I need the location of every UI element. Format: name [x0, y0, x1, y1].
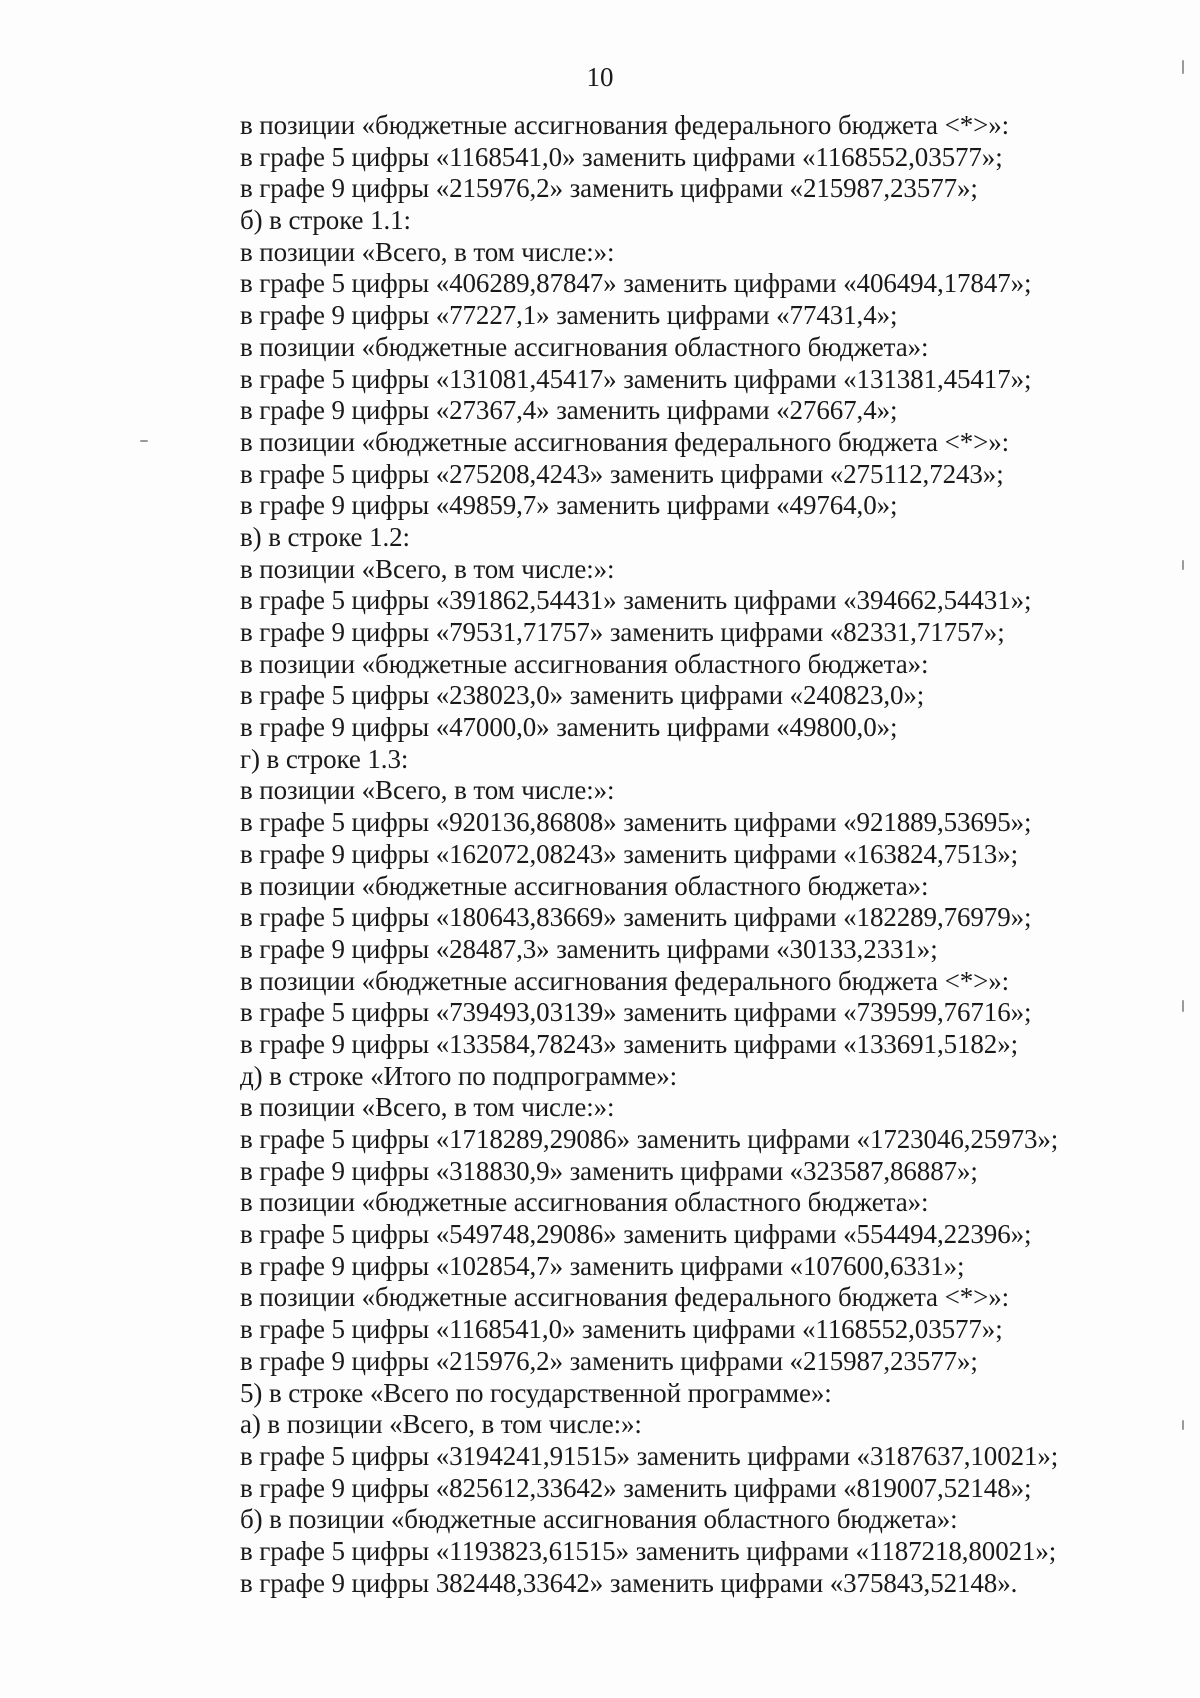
text-line: в графе 5 цифры «920136,86808» заменить цифрами «921889,53695»;	[240, 807, 1032, 838]
text-line: в графе 9 цифры «825612,33642» заменить цифрами «819007,52148»;	[240, 1472, 1032, 1503]
text-line: в позиции «Всего, в том числе:»:	[240, 1092, 615, 1123]
text-line: д) в строке «Итого по подпрограмме»:	[240, 1060, 678, 1091]
text-line: в графе 9 цифры «162072,08243» заменить цифрами «163824,7513»;	[240, 838, 1019, 869]
page-number: 10	[586, 62, 614, 92]
text-line: а) в позиции «Всего, в том числе:»:	[240, 1409, 642, 1440]
text-line: в) в строке 1.2:	[240, 521, 410, 552]
text-line: в графе 5 цифры «131081,45417» заменить цифрами «131381,45417»;	[240, 363, 1032, 394]
text-line: в графе 5 цифры «3194241,91515» заменить цифрами «3187637,10021»;	[240, 1440, 1059, 1471]
text-line: б) в позиции «бюджетные ассигнования областного бюджета»:	[240, 1504, 958, 1535]
text-line: в позиции «бюджетные ассигнования областного бюджета»:	[240, 870, 929, 901]
text-line: в позиции «бюджетные ассигнования федерального бюджета <*>»:	[240, 110, 1010, 140]
text-line: б) в строке 1.1:	[240, 205, 411, 236]
text-line: в графе 9 цифры «102854,7» заменить цифрами «107600,6331»;	[240, 1250, 965, 1281]
text-line: в графе 9 цифры «215976,2» заменить цифрами «215987,23577»;	[240, 173, 978, 204]
scan-artifact	[1182, 1420, 1184, 1430]
text-line: в графе 5 цифры «1718289,29086» заменить цифрами «1723046,25973»;	[240, 1124, 1059, 1154]
text-line: в графе 5 цифры «391862,54431» заменить цифрами «394662,54431»;	[240, 585, 1032, 616]
text-line: в позиции «бюджетные ассигнования федерального бюджета <*>»:	[240, 965, 1010, 996]
scan-artifact	[1182, 560, 1184, 570]
scan-artifact	[1182, 60, 1184, 74]
text-line: в графе 5 цифры «739493,03139» заменить цифрами «739599,76716»;	[240, 997, 1032, 1028]
text-line: в позиции «бюджетные ассигнования федерального бюджета <*>»:	[240, 426, 1010, 457]
text-line: в позиции «Всего, в том числе:»:	[240, 553, 615, 584]
text-line: в позиции «бюджетные ассигнования областного бюджета»:	[240, 1187, 929, 1218]
text-line: в графе 9 цифры «133584,78243» заменить цифрами «133691,5182»;	[240, 1028, 1019, 1059]
text-line: в графе 9 цифры «215976,2» заменить цифрами «215987,23577»;	[240, 1345, 978, 1376]
document-body	[240, 110, 1140, 1599]
text-line: в графе 9 цифры «27367,4» заменить цифрами «27667,4»;	[240, 395, 898, 426]
text-line: в позиции «Всего, в том числе:»:	[240, 236, 615, 267]
text-line: в графе 5 цифры «549748,29086» заменить цифрами «554494,22396»;	[240, 1219, 1032, 1250]
scan-artifact	[140, 440, 148, 442]
text-line: в позиции «Всего, в том числе:»:	[240, 775, 615, 806]
scan-artifact	[1182, 1000, 1184, 1012]
text-line: в графе 5 цифры «1193823,61515» заменить цифрами «1187218,80021»;	[240, 1535, 1057, 1566]
text-line: в графе 9 цифры 382448,33642» заменить цифрами «375843,52148».	[240, 1567, 1018, 1598]
text-line: в графе 9 цифры «318830,9» заменить цифрами «323587,86887»;	[240, 1155, 978, 1186]
text-line: в позиции «бюджетные ассигнования областного бюджета»:	[240, 331, 929, 362]
text-line: в позиции «бюджетные ассигнования областного бюджета»:	[240, 648, 929, 679]
text-line: в графе 5 цифры «406289,87847» заменить цифрами «406494,17847»;	[240, 268, 1032, 299]
text-line: в графе 9 цифры «47000,0» заменить цифрами «49800,0»;	[240, 712, 898, 743]
text-line: в графе 9 цифры «77227,1» заменить цифрами «77431,4»;	[240, 300, 898, 331]
text-line: г) в строке 1.3:	[240, 743, 409, 774]
text-line: в позиции «бюджетные ассигнования федерального бюджета <*>»:	[240, 1282, 1010, 1313]
text-line: в графе 5 цифры «275208,4243» заменить цифрами «275112,7243»;	[240, 458, 1004, 489]
text-line: в графе 9 цифры «79531,71757» заменить цифрами «82331,71757»;	[240, 617, 1005, 647]
text-line: в графе 5 цифры «180643,83669» заменить цифрами «182289,76979»;	[240, 902, 1032, 933]
text-line: в графе 5 цифры «1168541,0» заменить цифрами «1168552,03577»;	[240, 141, 1003, 172]
text-line: в графе 5 цифры «238023,0» заменить цифрами «240823,0»;	[240, 680, 925, 711]
text-line: 5) в строке «Всего по государственной программе»:	[240, 1377, 832, 1408]
text-line: в графе 9 цифры «28487,3» заменить цифрами «30133,2331»;	[240, 933, 938, 964]
text-line: в графе 9 цифры «49859,7» заменить цифрами «49764,0»;	[240, 490, 898, 521]
text-line: в графе 5 цифры «1168541,0» заменить цифрами «1168552,03577»;	[240, 1314, 1003, 1345]
